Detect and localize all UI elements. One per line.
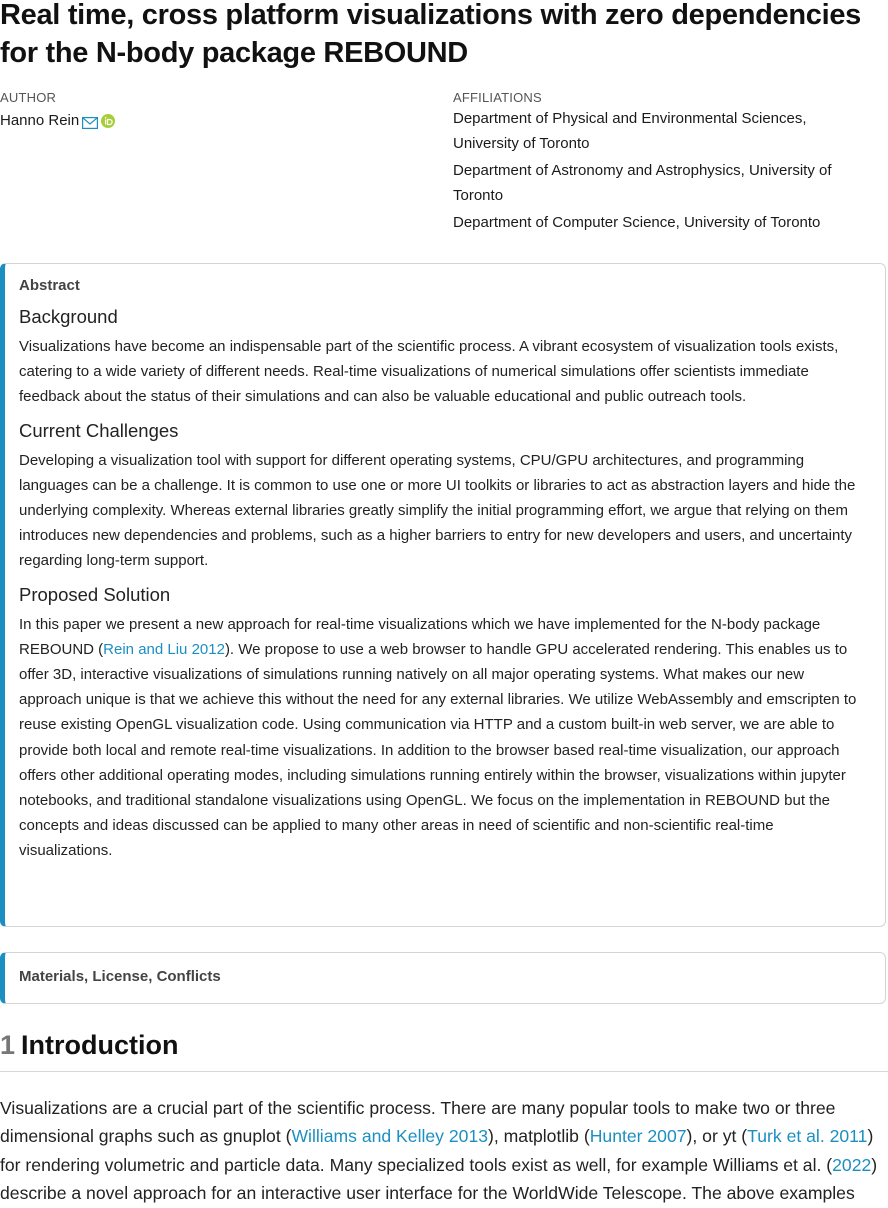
materials-panel[interactable] bbox=[0, 952, 886, 1004]
citation-link-turk[interactable]: Turk et al. 2011 bbox=[747, 1126, 868, 1147]
materials-label[interactable]: Materials, License, Conflicts bbox=[19, 968, 221, 985]
introduction-text bbox=[0, 1094, 880, 1208]
challenges-text: Developing a visualization tool with support for different operating systems, CPU/GPU architectures, and programming languages can be a challenge. It is common to use one or more UI toolkits or libraries to act as abstraction layers and hide the underlying complexity. Whereas external libraries greatly simplify the initial programming effort, we argue that relying on them introduces new dependencies and problems, such as a higher barriers to entry for new developers and users, and uncertainty regarding long-term support. bbox=[19, 451, 856, 570]
abstract-panel bbox=[0, 263, 886, 927]
section-number: 1 bbox=[0, 1030, 16, 1060]
intro-text-part: ) for rendering volumetric and particle data. Many specialized tools exist as well, for example Williams et al. ( bbox=[0, 1126, 874, 1175]
background-heading: Background bbox=[19, 306, 118, 327]
orcid-icon[interactable] bbox=[101, 114, 115, 128]
section-title: Introduction bbox=[21, 1030, 179, 1060]
paper-title: Real time, cross platform visualizations with zero dependencies for the N-body package REBOUND bbox=[0, 0, 862, 69]
author-label: AUTHOR bbox=[0, 90, 57, 105]
intro-text-part: Visualizations are a crucial part of the scientific process. There are many popular tools to make two or three dimensional graphs such as gnuplot ( bbox=[0, 1098, 836, 1147]
intro-text-part: ), matplotlib ( bbox=[488, 1126, 590, 1147]
solution-text-part: ). We propose to use a web browser to handle GPU accelerated rendering. This enables us to offer 3D, interactive visualizations of simulations running natively on all major operating systems. What makes our new approach unique is that we achieve this without the need for any external libraries. We utilize WebAssembly and emscripten to reuse existing OpenGL visualization code. Using communication via HTTP and a custom built-in web server, we are able to provide both local and remote real-time visualizations. In addition to the browser based real-time visualization, our approach offers other additional operating modes, including simulations running entirely within the browser, visualizations within jupyter notebooks, and traditional standalone visualizations using OpenGL. We focus on the implementation in REBOUND but the concepts and ideas discussed can be applied to many other areas in need of scientific and non-scientific real-time visualizations. bbox=[19, 640, 857, 860]
solution-heading: Proposed Solution bbox=[19, 583, 171, 605]
citation-link-hunter[interactable]: Hunter 2007 bbox=[589, 1126, 687, 1147]
mail-icon[interactable] bbox=[82, 115, 98, 127]
citation-link-rein-liu[interactable]: Rein and Liu 2012 bbox=[103, 640, 225, 658]
author-name[interactable]: Hanno Rein bbox=[0, 112, 80, 129]
author-section bbox=[0, 90, 440, 131]
abstract-label: Abstract bbox=[19, 277, 80, 294]
intro-text-part: ) describe a novel approach for an interactive user interface for the WorldWide Telescope. The above examples bbox=[0, 1154, 878, 1204]
solution-text bbox=[19, 612, 869, 864]
affiliation-item: Department of Computer Science, University of Toronto bbox=[453, 214, 821, 231]
challenges-heading: Current Challenges bbox=[19, 419, 179, 441]
affiliation-item: Department of Physical and Environmental Sciences, University of Toronto bbox=[453, 110, 807, 152]
citation-link-williams-2022[interactable]: 2022 bbox=[832, 1154, 872, 1175]
author-row bbox=[0, 111, 440, 131]
affiliation-item: Department of Astronomy and Astrophysics, University of Toronto bbox=[453, 162, 832, 204]
solution-text-part: In this paper we present a new approach for real-time visualizations which we have implemented for the N-body package REBOUND ( bbox=[19, 615, 821, 658]
affiliations-label: AFFILIATIONS bbox=[453, 90, 542, 105]
affiliations-section bbox=[453, 90, 873, 235]
intro-text-part: ), or yt ( bbox=[686, 1126, 748, 1147]
introduction-heading bbox=[0, 1025, 888, 1072]
citation-link-williams-kelley[interactable]: Williams and Kelley 2013 bbox=[291, 1126, 489, 1147]
background-text: Visualizations have become an indispensable part of the scientific process. A vibrant ecosystem of visualization tools exists, catering to a wide variety of different needs. Real-time visualizations of numerical simulations offer scientists immediate feedback about the status of their simulations and can also be valuable educational and public outreach tools. bbox=[19, 338, 839, 406]
